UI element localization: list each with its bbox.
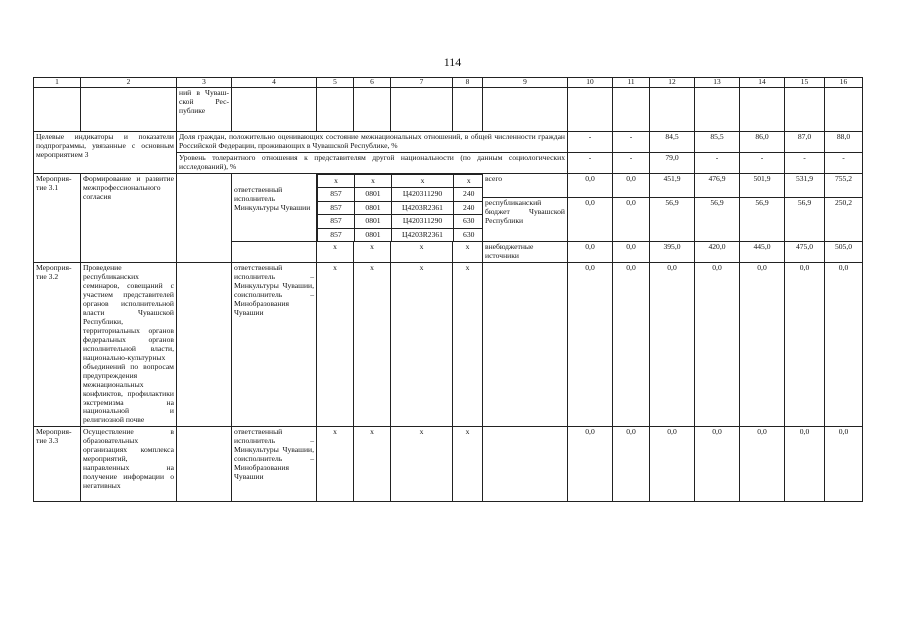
- amount-cell: 476,9: [695, 173, 740, 198]
- amount-cell: 0,0: [825, 427, 863, 502]
- col-header: 5: [317, 78, 354, 88]
- code-cell: 240: [454, 201, 483, 215]
- col-header: 14: [740, 78, 785, 88]
- amount-cell: 0,0: [650, 263, 695, 427]
- amount-cell: 451,9: [650, 173, 695, 198]
- indicator-text: Уровень толерантного отношения к представителям другой национальности (по данным социологических исследований), %: [177, 152, 568, 173]
- code-cell: х: [318, 174, 355, 188]
- amount-cell: 0,0: [740, 263, 785, 427]
- code-row: [318, 188, 483, 202]
- amount-cell: 0,0: [695, 427, 740, 502]
- amount-cell: 531,9: [785, 173, 825, 198]
- indicator-value: 85,5: [695, 132, 740, 153]
- measure-3-2-row: [34, 263, 863, 427]
- col-header: 6: [354, 78, 391, 88]
- amount-cell: 501,9: [740, 173, 785, 198]
- code-cell: х: [391, 427, 453, 502]
- code-cell: Ц420311290: [392, 188, 454, 202]
- code-cell: х: [317, 263, 354, 427]
- amount-cell: 56,9: [740, 198, 785, 242]
- indicator-value: -: [568, 152, 613, 173]
- measure-name: Формирование и развитие межпрофессионального согласия: [81, 173, 177, 262]
- col-header: 2: [81, 78, 177, 88]
- indicator-value: -: [613, 132, 650, 153]
- col-header: 3: [177, 78, 232, 88]
- indicator-value: -: [785, 152, 825, 173]
- code-cell: Ц4203R2361: [392, 201, 454, 215]
- code-cell: х: [392, 174, 454, 188]
- indicator-value: -: [568, 132, 613, 153]
- responsible-executor: ответственный исполнитель – Минкультуры Чувашии, соисполнитель – Минобразования Чувашии: [232, 427, 317, 502]
- funding-source: республиканский бюджет Чувашской Республики: [483, 198, 568, 242]
- amount-cell: 0,0: [785, 427, 825, 502]
- code-cell: 0801: [355, 228, 392, 241]
- responsible-executor: ответственный исполнитель – Минкультуры Чувашии, соисполнитель – Минобразования Чувашии: [232, 263, 317, 427]
- col-header: 16: [825, 78, 863, 88]
- amount-cell: 0,0: [568, 263, 613, 427]
- col-header: 13: [695, 78, 740, 88]
- indicator-value: 84,5: [650, 132, 695, 153]
- indicators-label: Целевые индикаторы и показатели подпрограммы, увязанные с основным мероприятием 3: [34, 132, 177, 174]
- amount-cell: 0,0: [613, 427, 650, 502]
- amount-cell: 0,0: [568, 242, 613, 263]
- indicator-text: Доля граждан, положительно оценивающих состояние межнациональных отношений, в общей численности граждан Российской Федерации, проживающих в Чувашской Республике, %: [177, 132, 568, 153]
- amount-cell: 56,9: [785, 198, 825, 242]
- indicator-value: 87,0: [785, 132, 825, 153]
- indicator-value: -: [695, 152, 740, 173]
- responsible-executor: ответственный исполнитель Минкультуры Чувашии: [232, 173, 317, 242]
- measure-number: Мероприятие 3.3: [34, 427, 81, 502]
- code-cell: х: [354, 427, 391, 502]
- code-cell: х: [391, 242, 453, 263]
- code-cell: 857: [318, 188, 355, 202]
- code-cell: 0801: [355, 188, 392, 202]
- code-cell: х: [354, 263, 391, 427]
- amount-cell: 0,0: [568, 198, 613, 242]
- amount-cell: 755,2: [825, 173, 863, 198]
- amount-cell: 0,0: [613, 173, 650, 198]
- code-cell: х: [454, 174, 483, 188]
- code-cell: 630: [454, 215, 483, 229]
- code-row: [318, 201, 483, 215]
- code-cell: Ц4203R2361: [392, 228, 454, 241]
- col-header: 10: [568, 78, 613, 88]
- measure-3-1-row: [34, 173, 863, 198]
- amount-cell: 445,0: [740, 242, 785, 263]
- amount-cell: 395,0: [650, 242, 695, 263]
- amount-cell: 0,0: [613, 198, 650, 242]
- code-cell: х: [453, 263, 483, 427]
- budget-codes-table: [317, 174, 483, 242]
- col-header: 4: [232, 78, 317, 88]
- indicator-value: -: [740, 152, 785, 173]
- amount-cell: 0,0: [613, 242, 650, 263]
- code-cell: 857: [318, 215, 355, 229]
- code-cell: х: [354, 242, 391, 263]
- col-header: 11: [613, 78, 650, 88]
- indicator-value: -: [825, 152, 863, 173]
- measure-3-3-row: [34, 427, 863, 502]
- measure-name: Проведение республиканских семинаров, совещаний с участием представителей органов исполнительной власти Чувашской Республики, территориальных органов федеральных органов исполнительной власти, национально-культурных объединений по вопросам предупреждения межнациональных конфликтов, профилактики экстремизма на национальной и религиозной почве: [81, 263, 177, 427]
- funding-source: внебюджетные источники: [483, 242, 568, 263]
- amount-cell: 0,0: [568, 173, 613, 198]
- indicator-value: 88,0: [825, 132, 863, 153]
- indicator-value: 86,0: [740, 132, 785, 153]
- code-cell: х: [391, 263, 453, 427]
- indicator-value: 79,0: [650, 152, 695, 173]
- measure-number: Мероприятие 3.2: [34, 263, 81, 427]
- code-cell: х: [453, 242, 483, 263]
- indicator-row: [34, 132, 863, 153]
- amount-cell: 250,2: [825, 198, 863, 242]
- amount-cell: 0,0: [650, 427, 695, 502]
- program-table: [33, 77, 863, 502]
- code-cell: х: [317, 427, 354, 502]
- amount-cell: 0,0: [613, 263, 650, 427]
- amount-cell: 0,0: [825, 263, 863, 427]
- page-number: 114: [443, 55, 462, 69]
- code-cell: 630: [454, 228, 483, 241]
- code-cell: х: [355, 174, 392, 188]
- code-cell: Ц420311290: [392, 215, 454, 229]
- continuation-text: ний в Чувашской Республике: [177, 88, 232, 132]
- col-header: 12: [650, 78, 695, 88]
- col-header: 8: [453, 78, 483, 88]
- col-header: 9: [483, 78, 568, 88]
- column-numbers-row: [34, 78, 863, 88]
- code-cell: 0801: [355, 215, 392, 229]
- col-header: 15: [785, 78, 825, 88]
- amount-cell: 56,9: [695, 198, 740, 242]
- amount-cell: 0,0: [568, 427, 613, 502]
- funding-source: всего: [483, 173, 568, 198]
- code-cell: 857: [318, 201, 355, 215]
- code-cell: х: [317, 242, 354, 263]
- code-cell: х: [453, 427, 483, 502]
- amount-cell: 0,0: [785, 263, 825, 427]
- continuation-row: [34, 88, 863, 132]
- measure-name: Осуществление в образовательных организациях комплекса мероприятий, направленных на получение информации о негативных: [81, 427, 177, 502]
- amount-cell: 475,0: [785, 242, 825, 263]
- code-row: [318, 228, 483, 241]
- indicator-value: -: [613, 152, 650, 173]
- measure-number: Мероприятие 3.1: [34, 173, 81, 262]
- amount-cell: 0,0: [695, 263, 740, 427]
- amount-cell: 0,0: [740, 427, 785, 502]
- code-cell: 240: [454, 188, 483, 202]
- amount-cell: 56,9: [650, 198, 695, 242]
- code-row: [318, 174, 483, 188]
- col-header: 1: [34, 78, 81, 88]
- amount-cell: 505,0: [825, 242, 863, 263]
- amount-cell: 420,0: [695, 242, 740, 263]
- code-cell: 0801: [355, 201, 392, 215]
- code-cell: 857: [318, 228, 355, 241]
- code-row: [318, 215, 483, 229]
- col-header: 7: [391, 78, 453, 88]
